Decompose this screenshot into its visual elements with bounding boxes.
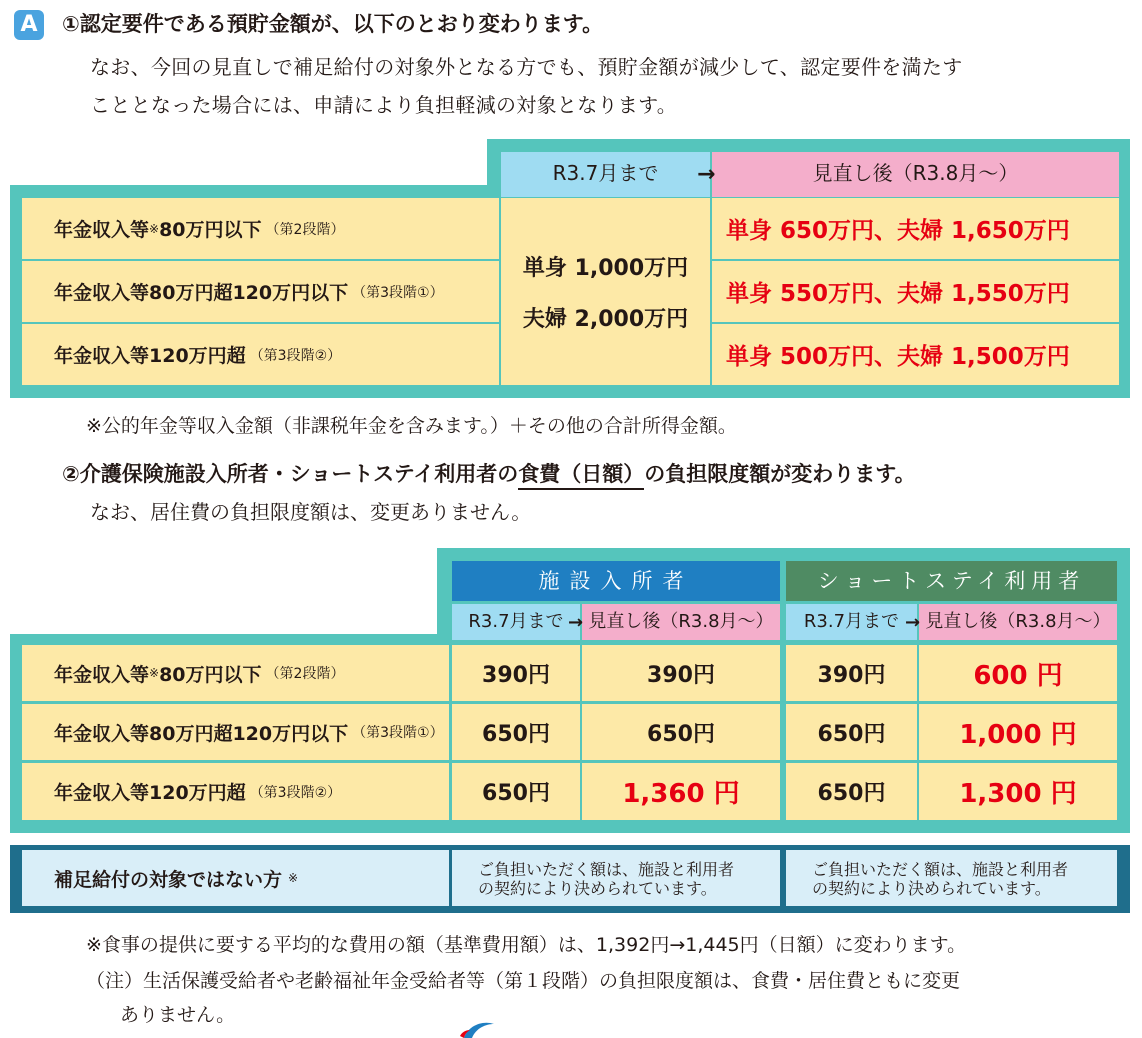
row-stage: （第2段階） bbox=[265, 666, 345, 682]
text-line: の契約により決められています。 bbox=[812, 879, 1051, 898]
table2-group-facility: 施設入所者 bbox=[452, 561, 780, 601]
table2-row-label bbox=[22, 704, 449, 760]
arrow-icon: → bbox=[697, 162, 716, 187]
table1-row-label bbox=[22, 261, 499, 322]
table2-sub-after bbox=[919, 604, 1117, 640]
section2-title bbox=[62, 458, 916, 488]
arrow-icon: → bbox=[568, 612, 584, 633]
table3-shortstay-text bbox=[786, 850, 1117, 906]
row-stage: （第3段階①） bbox=[352, 284, 444, 301]
table2-cell: 390円 bbox=[452, 645, 580, 701]
row-label-text: 年金収入等 bbox=[54, 722, 150, 745]
row-range: 80万円超120万円以下 bbox=[149, 282, 349, 304]
title-part: の負担限度額が変わります。 bbox=[644, 462, 916, 486]
row-stage: （第2段階） bbox=[265, 221, 345, 238]
table2-sub-before bbox=[452, 604, 580, 640]
table3-facility-text bbox=[452, 850, 780, 906]
table2-cell-changed: 1,000 円 bbox=[919, 704, 1117, 760]
row-stage: （第3段階②） bbox=[249, 784, 342, 801]
before-couple: 夫婦 2,000万円 bbox=[522, 306, 689, 332]
note-line: ありません。 bbox=[120, 1004, 236, 1026]
before-single: 単身 1,000万円 bbox=[522, 255, 689, 281]
row-label-text: 年金収入等 bbox=[54, 282, 150, 304]
table2-cell: 390円 bbox=[786, 645, 917, 701]
table1-after-value: 単身 500万円、夫婦 1,500万円 bbox=[712, 324, 1119, 385]
sub-after-text: 見直し後（R3.8月～） bbox=[588, 611, 774, 632]
table2-sub-after bbox=[582, 604, 780, 640]
note-pension: ※公的年金等収入金額（非課税年金を含みます。）＋その他の合計所得金額。 bbox=[86, 415, 737, 437]
arrow-icon: → bbox=[905, 612, 921, 633]
table2-cell: 650円 bbox=[582, 704, 780, 760]
row-stage: （第3段階②） bbox=[249, 347, 342, 364]
table1-before-values bbox=[501, 198, 710, 385]
note-standard-cost: ※食事の提供に要する平均的な費用の額（基準費用額）は、1,392円→1,445円（日額）に変わります。 bbox=[86, 934, 967, 956]
table2-cell-changed: 600 円 bbox=[919, 645, 1117, 701]
sub-before-text: R3.7月まで bbox=[468, 611, 564, 632]
section-a-badge: A bbox=[14, 10, 44, 40]
table2-cell: 650円 bbox=[786, 704, 917, 760]
table1-col-after: 見直し後（R3.8月～） bbox=[712, 152, 1119, 197]
row-range: 80万円超120万円以下 bbox=[149, 722, 349, 745]
row-stage: （第3段階①） bbox=[352, 725, 444, 741]
row-label-text: 年金収入等 bbox=[54, 219, 150, 241]
title-underlined: 食費（日額） bbox=[518, 462, 644, 490]
table2-row-label bbox=[22, 645, 449, 701]
table2-row-label bbox=[22, 763, 449, 820]
table2-group-shortstay: ショートステイ利用者 bbox=[786, 561, 1117, 601]
table1-row-label bbox=[22, 324, 499, 385]
row-label-text: 年金収入等 bbox=[54, 345, 150, 367]
note-mark: ※ bbox=[149, 221, 160, 236]
paragraph-line: なお、今回の見直しで補足給付の対象外となる方でも、預貯金額が減少して、認定要件を満たす bbox=[90, 55, 963, 79]
section1-paragraph bbox=[90, 48, 963, 124]
sub-before-text: R3.7月まで bbox=[803, 611, 900, 632]
table2-cell: 650円 bbox=[452, 704, 580, 760]
row-range: 80万円以下 bbox=[159, 219, 262, 241]
note-mark: ※ bbox=[149, 666, 160, 680]
section2-paragraph: なお、居住費の負担限度額は、変更ありません。 bbox=[90, 500, 532, 524]
note-line: （注）生活保護受給者や老齢福祉年金受給者等（第１段階）の負担限度額は、食費・居住費ともに変更 bbox=[86, 970, 961, 992]
logo-swirl-icon bbox=[458, 1018, 502, 1038]
note-mark: ※ bbox=[288, 871, 299, 885]
row-range: 80万円以下 bbox=[159, 663, 262, 686]
table1-after-value: 単身 550万円、夫婦 1,550万円 bbox=[712, 261, 1119, 322]
table1-after-value: 単身 650万円、夫婦 1,650万円 bbox=[712, 198, 1119, 259]
table2-cell-changed: 1,360 円 bbox=[582, 763, 780, 820]
title-part: ②介護保険施設入所者・ショートステイ利用者の bbox=[62, 462, 519, 486]
text-line: ご負担いただく額は、施設と利用者 bbox=[812, 860, 1069, 879]
row-label-text: 年金収入等 bbox=[54, 663, 150, 686]
table2-cell: 650円 bbox=[786, 763, 917, 820]
table3-label bbox=[22, 850, 449, 906]
note-welfare bbox=[86, 964, 960, 1032]
table3-label-text: 補足給付の対象ではない方 bbox=[54, 868, 283, 891]
text-line: の契約により決められています。 bbox=[478, 879, 717, 898]
table2-cell-changed: 1,300 円 bbox=[919, 763, 1117, 820]
sub-after-text: 見直し後（R3.8月～） bbox=[925, 611, 1111, 632]
row-range: 120万円超 bbox=[149, 345, 246, 367]
table2-sub-before bbox=[786, 604, 917, 640]
paragraph-line: こととなった場合には、申請により負担軽減の対象となります。 bbox=[90, 93, 678, 117]
table1-row-label bbox=[22, 198, 499, 259]
table2-cell: 650円 bbox=[452, 763, 580, 820]
text-line: ご負担いただく額は、施設と利用者 bbox=[478, 860, 735, 879]
table1-col-before: R3.7月まで bbox=[501, 152, 710, 197]
section1-title: ①認定要件である預貯金額が、以下のとおり変わります。 bbox=[62, 12, 604, 36]
table2-cell: 390円 bbox=[582, 645, 780, 701]
row-label-text: 年金収入等 bbox=[54, 782, 150, 804]
row-range: 120万円超 bbox=[149, 782, 246, 804]
